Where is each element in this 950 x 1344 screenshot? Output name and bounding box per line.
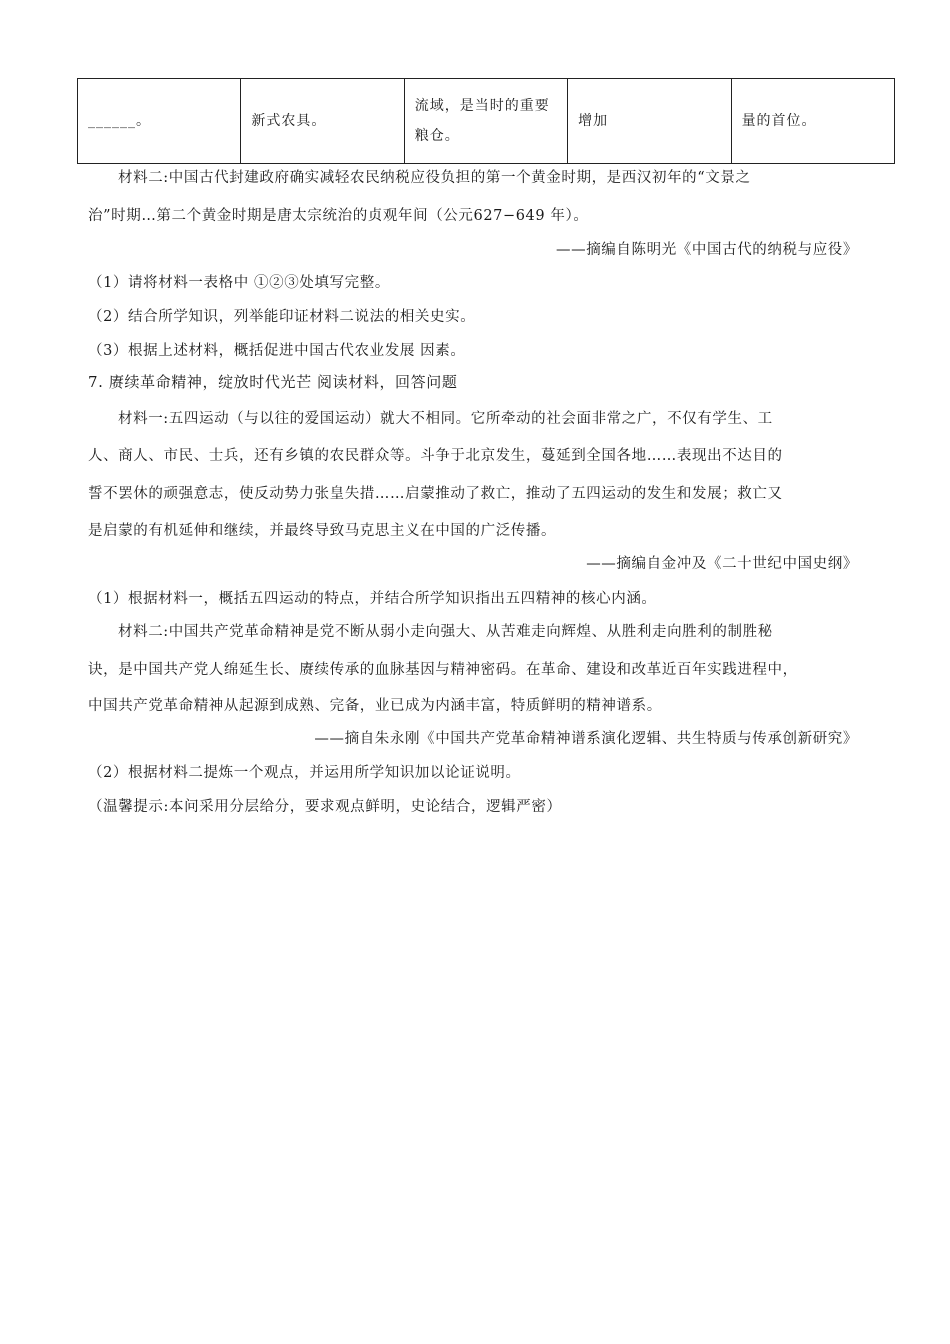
material-source: ——摘编自金冲及《二十世纪中国史纲》 [586, 556, 858, 572]
material1-line: 是启蒙的有机延伸和继续，并最终导致马克思主义在中国的广泛传播。 [88, 523, 557, 539]
agriculture-table [77, 78, 895, 164]
sub-question: （2）根据材料二提炼一个观点，并运用所学知识加以论证说明。 [88, 765, 521, 781]
material2-line: 治”时期…第二个黄金时期是唐太宗统治的贞观年间（公元627−649 年）。 [88, 208, 589, 224]
question-title: 7. 赓续革命精神，绽放时代光芒 阅读材料，回答问题 [88, 373, 458, 391]
hint-text: （温馨提示:本问采用分层给分，要求观点鲜明，史论结合，逻辑严密） [88, 799, 562, 815]
material1-line: 人、商人、市民、士兵，还有乡镇的农民群众等。斗争于北京发生，蔓延到全国各地……表现出不达目的 [88, 448, 783, 464]
material2-line: 中国共产党革命精神从起源到成熟、完备，业已成为内涵丰富，特质鲜明的精神谱系。 [88, 698, 662, 714]
sub-question: （3）根据上述材料，概括促进中国古代农业发展 因素。 [88, 343, 466, 359]
table-cell: 量的首位。 [731, 79, 894, 164]
table-cell: 流域，是当时的重要粮仓。 [404, 79, 567, 164]
table-cell: ______。 [78, 79, 241, 164]
material-source: ——摘编自陈明光《中国古代的纳税与应役》 [556, 242, 858, 258]
table-cell: 增加 [568, 79, 731, 164]
material1-line: 誓不罢休的顽强意志，使反动势力张皇失措……启蒙推动了救亡，推动了五四运动的发生和发展；救亡又 [88, 486, 783, 502]
sub-question: （2）结合所学知识，列举能印证材料二说法的相关史实。 [88, 309, 476, 325]
table-cell: 新式农具。 [241, 79, 404, 164]
material2-line: 材料二:中国共产党革命精神是党不断从弱小走向强大、从苦难走向辉煌、从胜利走向胜利的制胜秘 [118, 624, 773, 640]
material-source: ——摘自朱永刚《中国共产党革命精神谱系演化逻辑、共生特质与传承创新研究》 [314, 731, 858, 747]
sub-question: （1）请将材料一表格中 ①②③处填写完整。 [88, 275, 390, 291]
table-row [78, 79, 895, 164]
material1-line: 材料一:五四运动（与以往的爱国运动）就大不相同。它所牵动的社会面非常之广，不仅有学生、工 [118, 411, 773, 427]
sub-question: （1）根据材料一，概括五四运动的特点，并结合所学知识指出五四精神的核心内涵。 [88, 591, 657, 607]
material2-line: 诀，是中国共产党人绵延生长、赓续传承的血脉基因与精神密码。在革命、建设和改革近百年实践进程中， [88, 662, 798, 678]
material2-line: 材料二:中国古代封建政府确实减轻农民纳税应役负担的第一个黄金时期，是西汉初年的“文景之 [118, 170, 751, 186]
